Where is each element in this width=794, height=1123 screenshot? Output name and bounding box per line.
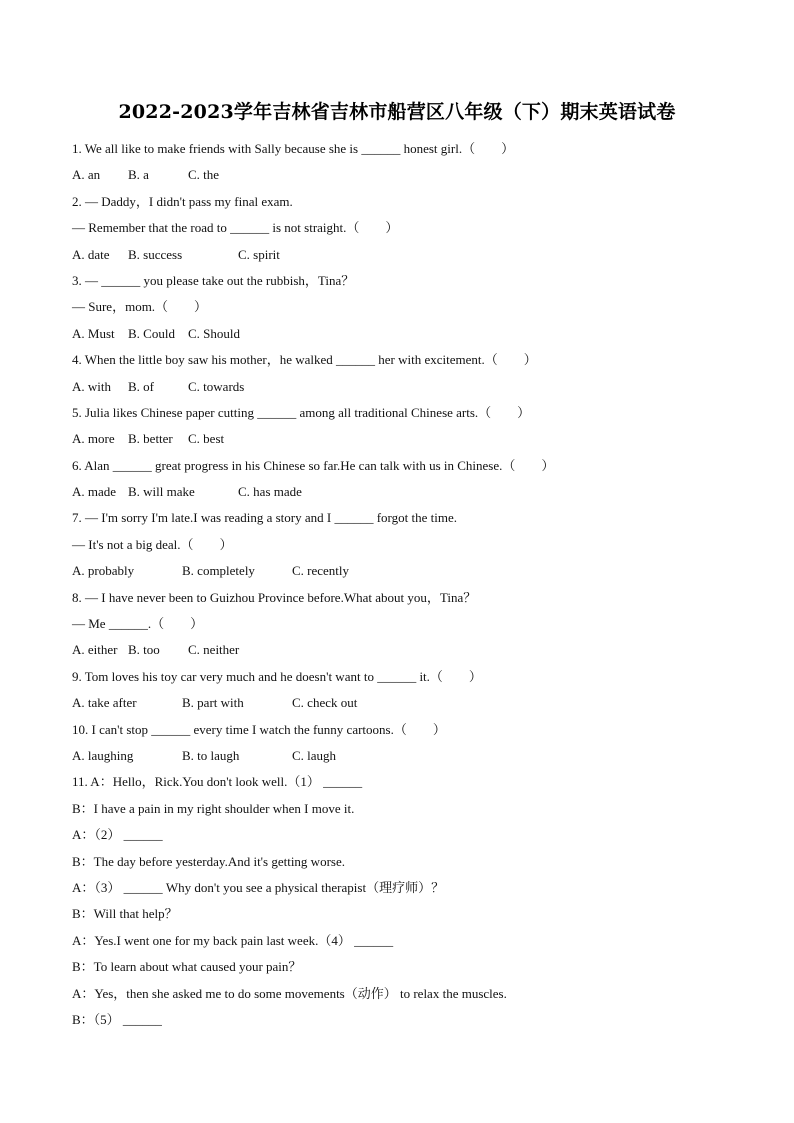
page-title: 2022-2023学年吉林省吉林市船营区八年级（下）期末英语试卷 (118, 101, 676, 123)
dialogue-line: B：（5） ______ (72, 1011, 162, 1027)
option-b[interactable]: B. better (128, 431, 173, 447)
options-9 (72, 690, 732, 716)
options-1 (72, 162, 732, 188)
option-c[interactable]: C. Should (188, 325, 241, 341)
option-c[interactable]: C. best (188, 431, 225, 447)
question-1: 1. We all like to make friends with Sally because she is ______ honest girl.（ ） (72, 141, 515, 156)
question-9: 9. Tom loves his toy car very much and he doesn't want to ______ it.（ ） (72, 668, 482, 684)
question-6: 6. Alan ______ great progress in his Chinese so far.He can talk with us in Chinese.（ ） (72, 457, 555, 473)
option-c[interactable]: C. neither (188, 642, 240, 658)
question-8-line-2: — Me ______.（ ） (72, 616, 204, 632)
question-2-line-2: — Remember that the road to ______ is not straight.（ ） (72, 220, 399, 236)
options-2 (72, 242, 732, 268)
options-3 (72, 321, 732, 347)
option-a[interactable]: A. Must (72, 325, 115, 341)
question-10: 10. I can't stop ______ every time I watch the funny cartoons.（ ） (72, 721, 446, 737)
question-2: 2. — Daddy，I didn't pass my final exam. (72, 193, 293, 209)
question-7: 7. — I'm sorry I'm late.I was reading a story and I ______ forgot the time. (72, 510, 457, 526)
options-5 (72, 426, 732, 452)
option-a[interactable]: A. with (72, 378, 111, 394)
question-7-line-2: — It's not a big deal.（ ） (72, 536, 233, 552)
dialogue-line: B：The day before yesterday.And it's getting worse. (72, 853, 345, 869)
option-c[interactable]: C. check out (292, 695, 358, 711)
question-11: 11. A：Hello，Rick.You don't look well.（1） ______ (72, 774, 363, 790)
option-b[interactable]: B. completely (182, 563, 255, 579)
option-b[interactable]: B. success (128, 246, 183, 262)
option-b[interactable]: B. part with (182, 695, 244, 711)
option-b[interactable]: B. will make (128, 484, 195, 500)
dialogue-line: B：To learn about what caused your pain？ (72, 959, 302, 975)
option-c[interactable]: C. recently (292, 563, 350, 579)
option-a[interactable]: A. take after (72, 695, 137, 711)
dialogue-line: A：Yes.I went one for my back pain last week.（4） ______ (72, 932, 394, 948)
option-c[interactable]: C. has made (238, 484, 302, 500)
option-b[interactable]: B. a (128, 167, 149, 183)
options-10 (72, 743, 732, 769)
option-a[interactable]: A. an (72, 167, 101, 183)
option-c[interactable]: C. laugh (292, 747, 337, 763)
option-c[interactable]: C. the (188, 167, 220, 183)
dialogue-line: B：I have a pain in my right shoulder when I move it. (72, 800, 355, 816)
options-7 (72, 558, 732, 584)
option-c[interactable]: C. spirit (238, 246, 280, 262)
exam-content (72, 136, 732, 1033)
option-b[interactable]: B. too (128, 642, 160, 658)
dialogue-line: A：（2） ______ (72, 827, 163, 843)
options-6 (72, 479, 732, 505)
question-5: 5. Julia likes Chinese paper cutting ______ among all traditional Chinese arts.（ ） (72, 404, 531, 420)
option-a[interactable]: A. laughing (72, 747, 134, 763)
option-a[interactable]: A. either (72, 642, 118, 658)
dialogue-line: A：（3） ______ Why don't you see a physical therapist（理疗师）？ (72, 879, 445, 895)
options-8 (72, 637, 732, 663)
dialogue-line: A：Yes，then she asked me to do some movements（动作） to relax the muscles. (72, 985, 507, 1001)
question-4: 4. When the little boy saw his mother，he walked ______ her with excitement.（ ） (72, 352, 537, 368)
option-a[interactable]: A. made (72, 484, 117, 500)
question-8: 8. — I have never been to Guizhou Province before.What about you，Tina？ (72, 589, 477, 605)
option-b[interactable]: B. Could (128, 325, 175, 341)
option-a[interactable]: A. date (72, 246, 110, 262)
question-3: 3. — ______ you please take out the rubbish，Tina？ (72, 272, 355, 288)
options-4 (72, 374, 732, 400)
question-3-line-2: — Sure，mom.（ ） (72, 299, 208, 315)
option-b[interactable]: B. of (128, 378, 154, 394)
option-c[interactable]: C. towards (188, 378, 245, 394)
option-b[interactable]: B. to laugh (182, 747, 240, 763)
dialogue-line: B：Will that help？ (72, 906, 178, 922)
option-a[interactable]: A. more (72, 431, 115, 447)
option-a[interactable]: A. probably (72, 563, 135, 579)
